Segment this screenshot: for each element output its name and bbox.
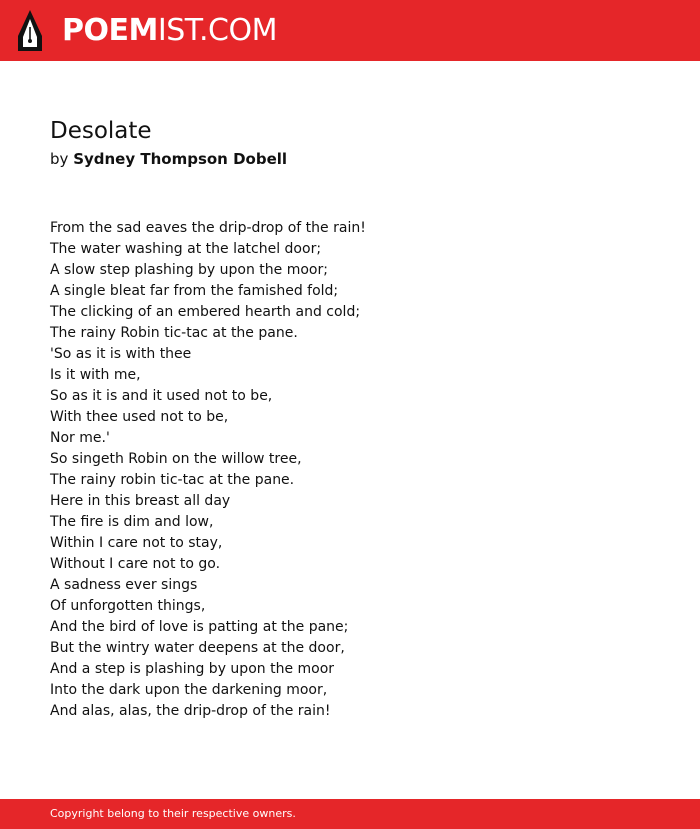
site-footer [0, 799, 700, 829]
brand-bold-text: POEM [62, 13, 158, 48]
poem-line: And alas, alas, the drip-drop of the rain! [50, 703, 331, 719]
poem-line: A sadness ever sings [50, 577, 198, 593]
poem-line: Is it with me, [50, 367, 141, 383]
poem-body [50, 218, 366, 722]
poem-line: So as it is and it used not to be, [50, 388, 273, 404]
poem-line: 'So as it is with thee [50, 346, 192, 362]
poem-line: The rainy robin tic-tac at the pane. [50, 472, 295, 488]
poem-line: Into the dark upon the darkening moor, [50, 682, 328, 698]
poem-line: So singeth Robin on the willow tree, [50, 451, 302, 467]
poem-line: With thee used not to be, [50, 409, 229, 425]
poem-line: And the bird of love is patting at the pane; [50, 619, 349, 635]
by-label: by [50, 150, 69, 168]
pen-nib-icon[interactable] [17, 10, 43, 51]
site-header [0, 0, 700, 61]
site-logo[interactable] [62, 12, 277, 50]
poem-line: A slow step plashing by upon the moor; [50, 262, 328, 278]
poem-line: And a step is plashing by upon the moor [50, 661, 335, 677]
poem-line: Nor me.' [50, 430, 110, 446]
poem-line: The water washing at the latchel door; [50, 241, 322, 257]
poem-title: Desolate [50, 118, 152, 144]
poem-line: The fire is dim and low, [50, 514, 214, 530]
poem-author: Sydney Thompson Dobell [73, 150, 288, 168]
poem-line: The clicking of an embered hearth and cold; [50, 304, 361, 320]
brand-light-text: IST.COM [157, 13, 277, 48]
copyright-text: Copyright belong to their respective owners. [50, 807, 296, 820]
poem-line: Of unforgotten things, [50, 598, 206, 614]
poem-line: A single bleat far from the famished fold; [50, 283, 339, 299]
poem-line: But the wintry water deepens at the door, [50, 640, 345, 656]
poem-line: The rainy Robin tic-tac at the pane. [50, 325, 298, 341]
poem-byline [50, 148, 287, 170]
poem-line: From the sad eaves the drip-drop of the rain! [50, 220, 366, 236]
poem-line: Here in this breast all day [50, 493, 231, 509]
poem-line: Within I care not to stay, [50, 535, 223, 551]
poem-line: Without I care not to go. [50, 556, 221, 572]
